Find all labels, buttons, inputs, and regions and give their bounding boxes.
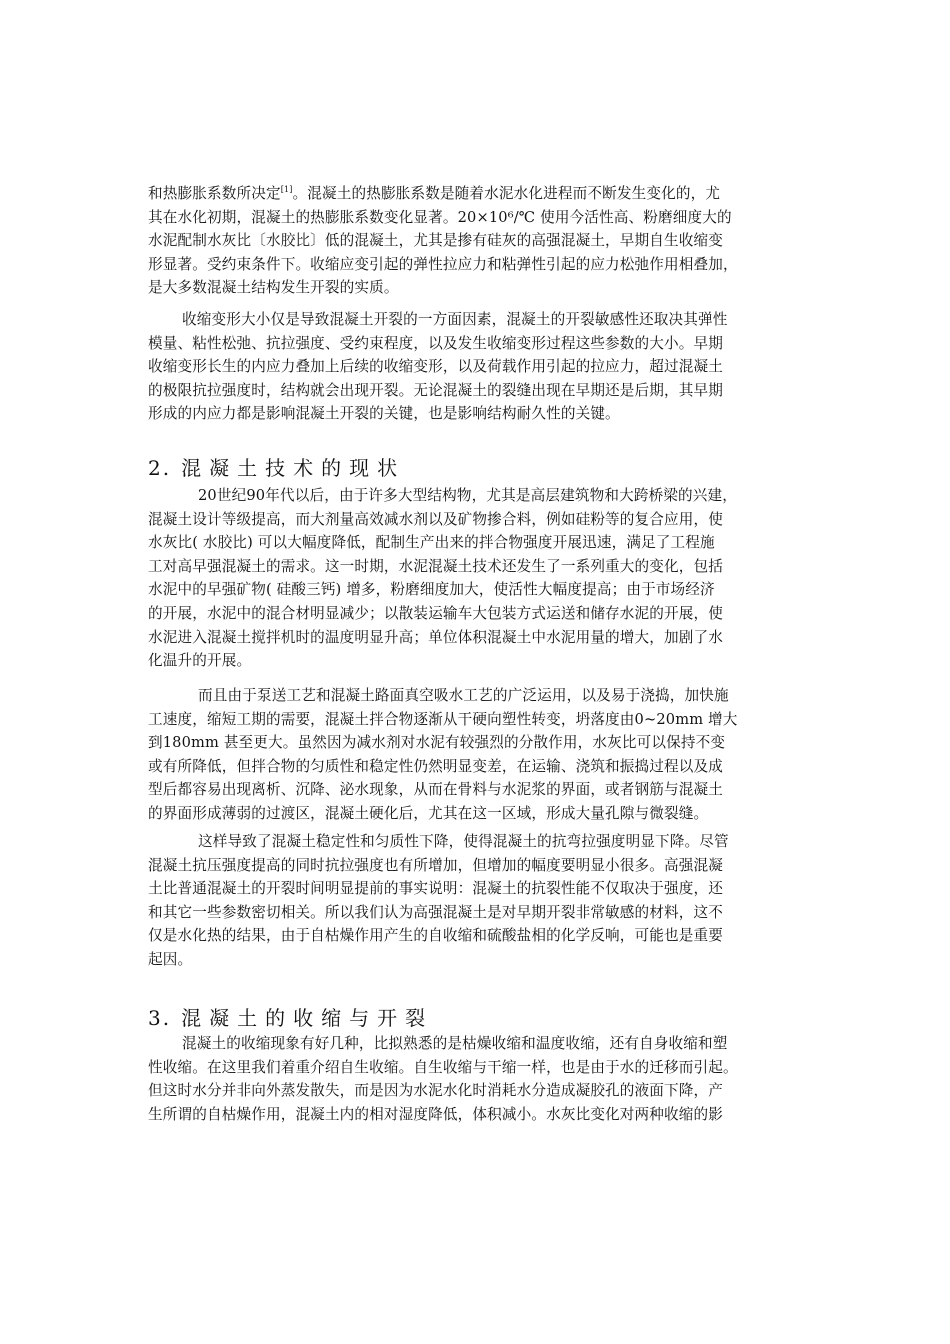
text-line: 形显著。受约束条件下。收缩应变引起的弹性拉应力和粘弹性引起的应力松弛作用相叠加， — [148, 255, 738, 273]
text-line: 水灰比( 水胶比) 可以大幅度降低，配制生产出来的拌合物强度开展迅速，满足了工程施 — [148, 534, 715, 552]
text-line: 混凝土设计等级提高，而大剂量高效减水剂以及矿物掺合料，例如硅粉等的复合应用，使 — [148, 510, 724, 528]
text-line: 混凝土抗压强度提高的同时抗拉强度也有所增加，但增加的幅度要明显小很多。高强混凝 — [148, 856, 724, 874]
section-heading-3: 3. 混凝土的收缩与开裂 — [148, 1006, 434, 1030]
text-line: 和热膨胀系数所决定[1]。混凝土的热膨胀系数是随着水泥水化进程而不断发生变化的，尤 — [148, 185, 721, 202]
text-line: 的界面形成薄弱的过渡区，混凝土硬化后，尤其在这一区域，形成大量孔隙与微裂缝。 — [148, 804, 709, 822]
text-line: 这样导致了混凝土稳定性和匀质性下降，使得混凝土的抗弯拉强度明显下降。尽管 — [198, 833, 729, 850]
text-line: 是大多数混凝土结构发生开裂的实质。 — [148, 279, 399, 297]
text-line: 其在水化初期，混凝土的热膨胀系数变化显著。20×10⁶/℃ 使用今活性高、粉磨细度大的 — [148, 208, 732, 226]
paragraph-pumping-process — [148, 684, 808, 826]
paragraph-stability-decline — [148, 830, 808, 972]
text-line: 工速度，缩短工期的需要，混凝土拌合物逐渐从干硬向塑性转变，坍落度由0~20mm 增大 — [148, 710, 738, 728]
text-line: 仅是水化热的结果，由于自枯燥作用产生的自收缩和硫酸盐相的化学反响，可能也是重要 — [148, 927, 724, 945]
citation-ref: [1] — [280, 185, 293, 194]
section-heading-2: 2. 混凝土技术的现状 — [148, 456, 406, 480]
text-line: 收缩变形大小仅是导致混凝土开裂的一方面因素，混凝土的开裂敏感性还取决其弹性 — [182, 311, 728, 328]
text-line: 模量、粘性松弛、抗拉强度、受约束程度，以及发生收缩变形过程这些参数的大小。早期 — [148, 334, 724, 352]
text-line: 生所谓的自枯燥作用，混凝土内的相对湿度降低，体积减小。水灰比变化对两种收缩的影 — [148, 1105, 724, 1123]
paragraph-shrinkage — [148, 1032, 808, 1126]
text-line: 20世纪90年代以后，由于许多大型结构物，尤其是高层建筑物和大跨桥梁的兴建， — [198, 487, 738, 504]
text-line: 但这时水分并非向外蒸发散失，而是因为水泥水化时消耗水分造成凝胶孔的液面下降，产 — [148, 1082, 724, 1100]
paragraph-thermal-expansion — [148, 182, 808, 300]
text-line: 化温升的开展。 — [148, 652, 252, 670]
text-line: 水泥配制水灰比〔水胶比〕低的混凝土，尤其是掺有硅灰的高强混凝土，早期自生收缩变 — [148, 232, 724, 250]
text-line: 或有所降低，但拌合物的匀质性和稳定性仍然明显变差，在运输、浇筑和振捣过程以及成 — [148, 757, 724, 775]
text-line: 水泥进入混凝土搅拌机时的温度明显升高；单位体积混凝土中水泥用量的增大，加剧了水 — [148, 628, 724, 646]
text-line: 到180mm 甚至更大。虽然因为减水剂对水泥有较强烈的分散作用，水灰比可以保持不变 — [148, 734, 726, 752]
text-line: 水泥中的早强矿物( 硅酸三钙) 增多，粉磨细度加大，使活性大幅度提高；由于市场经济 — [148, 581, 715, 599]
paragraph-crack-sensitivity — [148, 308, 808, 426]
text-line: 形成的内应力都是影响混凝土开裂的关键，也是影响结构耐久性的关键。 — [148, 405, 620, 423]
text-line: 和其它一些参数密切相关。所以我们认为高强混凝土是对早期开裂非常敏感的材料，这不 — [148, 903, 724, 921]
text-line: 的极限抗拉强度时，结构就会出现开裂。无论混凝土的裂缝出现在早期还是后期，其早期 — [148, 381, 724, 399]
text-line: 土比普通混凝土的开裂时间明显提前的事实说明：混凝土的抗裂性能不仅取决于强度，还 — [148, 880, 724, 898]
text-line: 的开展，水泥中的混合材明显减少；以散装运输车大包装方式运送和储存水泥的开展，使 — [148, 604, 724, 622]
text-line: 工对高早强混凝土的需求。这一时期，水泥混凝土技术还发生了一系列重大的变化，包括 — [148, 557, 724, 575]
text-line: 收缩变形长生的内应力叠加上后续的收缩变形，以及荷载作用引起的拉应力，超过混凝土 — [148, 358, 724, 376]
text-line: 而且由于泵送工艺和混凝土路面真空吸水工艺的广泛运用，以及易于浇捣，加快施 — [198, 687, 729, 704]
text-line: 性收缩。在这里我们着重介绍自生收缩。自生收缩与干缩一样，也是由于水的迁移而引起。 — [148, 1058, 738, 1076]
text-line: 混凝土的收缩现象有好几种，比拟熟悉的是枯燥收缩和温度收缩，还有自身收缩和塑 — [182, 1035, 728, 1052]
text-line: 起因。 — [148, 950, 193, 968]
text-line: 型后都容易出现离析、沉降、泌水现象，从而在骨料与水泥浆的界面，或者钢筋与混凝土 — [148, 781, 724, 799]
paragraph-technology-status — [148, 484, 808, 673]
